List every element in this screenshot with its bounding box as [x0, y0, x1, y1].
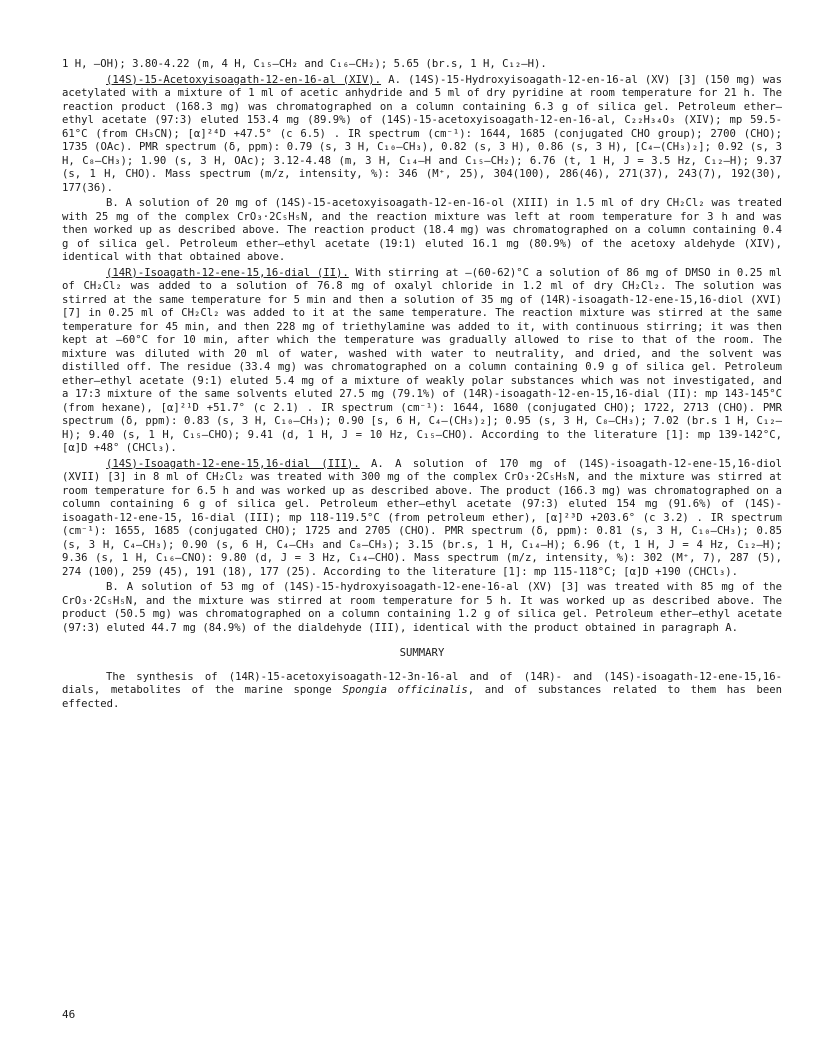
section-heading: (14S)-15-Acetoxyisoagath-12-en-16-al (XIV).	[106, 73, 382, 86]
paragraph-text: 1 H, —OH); 3.80-4.22 (m, 4 H, C₁₅—CH₂ and C₁₆—CH₂); 5.65 (br.s, 1 H, C₁₂—H).	[62, 58, 547, 70]
paragraph-pmr-continuation	[62, 58, 782, 72]
summary-text-before: The synthesis of (14R)-15-acetoxyisoagath-12-3n-16-al and of (14R)- and (14S)-isoagath-12-ene-15,16-dials, metabolites of the marine sponge	[62, 670, 782, 696]
paragraph-text: B. A solution of 20 mg of (14S)-15-acetoxyisoagath-12-en-16-ol (XIII) in 1.5 ml of dry CH₂Cl₂ was treated with 25 mg of the complex CrO₃·2C₅H₅N, and the reaction mixture was left at room temperature for 3 h and was then worked up as described above. The reaction product (18.4 mg) was chromatographed on a column containing 0.4 g of silica gel. Petroleum ether—ethyl acetate (19:1) eluted 16.1 mg (80.9%) of the acetoxy aldehyde (XIV), identical with that obtained above.	[62, 197, 782, 263]
section-heading: (14R)-Isoagath-12-ene-15,16-dial (II).	[106, 266, 349, 279]
paragraph-method-b-xiv	[62, 197, 782, 265]
summary-title: SUMMARY	[399, 647, 445, 659]
paragraph-dial-iii	[62, 458, 782, 580]
section-heading: (14S)-Isoagath-12-ene-15,16-dial (III).	[106, 457, 360, 470]
paragraph-acetoxy-aldehyde-xiv	[62, 74, 782, 196]
species-name: Spongia officinalis	[342, 684, 468, 696]
paragraph-dial-ii	[62, 267, 782, 456]
page-body	[62, 58, 782, 713]
page-number: 46	[62, 1008, 76, 1021]
paragraph-method-b-iii	[62, 581, 782, 635]
paragraph-text: A. A solution of 170 mg of (14S)-isoagath-12-ene-15,16-diol (XVII) [3] in 8 ml of CH₂Cl₂ was treated with 300 mg of the complex CrO₃·2C₅H₅N, and the mixture was stirred at room temperature for 6.5 h and was worked up as described above. The product (166.3 mg) was chromatographed on a column containing 6 g of silica gel. Petroleum ether—ethyl acetate (97:3) eluted 154 mg (91.6%) of (14S)-isoagath-12-ene-15, 16-dial (III); mp 118-119.5°C (from petroleum ether), [α]²³D +203.6° (c 3.2) . IR spectrum (cm⁻¹): 1655, 1685 (conjugated CHO); 1725 and 2705 (CHO). PMR spectrum (δ, ppm): 0.81 (s, 3 H, C₁₀—CH₃); 0.85 (s, 3 H, C₄—CH₃); 0.90 (s, 6 H, C₄—CH₃ and C₈—CH₃); 3.15 (br.s, 1 H, C₁₄—H); 6.96 (t, 1 H, J = 4 Hz, C₁₂—H); 9.36 (s, 1 H, C₁₆—CNO): 9.80 (d, J = 3 Hz, C₁₄—CHO). Mass spectrum (m/z, intensity, %): 302 (M⁺, 7), 287 (5), 274 (100), 259 (45), 191 (18), 177 (25). According to the literature [1]: mp 115-118°C; [α]D +190 (CHCl₃).	[62, 457, 782, 578]
paragraph-text: A. (14S)-15-Hydroxyisoagath-12-en-16-al (XV) [3] (150 mg) was acetylated with a mixture of 1 ml of acetic anhydride and 5 ml of dry pyridine at room temperature for 21 h. The reaction product (168.3 mg) was chromatographed on a column containing 6.3 g of silica gel. Petroleum ether—ethyl acetate (97:3) eluted 153.4 mg (89.9%) of (14S)-15-acetoxyisoagath-12-en-16-al, C₂₂H₃₄O₃ (XIV); mp 59.5-61°C (from CH₃CN); [α]²⁴D +47.5° (c 6.5) . IR spectrum (cm⁻¹): 1644, 1685 (conjugated CHO group); 2700 (CHO); 1735 (OAc). PMR spectrum (δ, ppm): 0.79 (s, 3 H, C₁₀—CH₃), 0.82 (s, 3 H), 0.86 (s, 3 H), [C₄—(CH₃)₂]; 0.92 (s, 3 H, C₈—CH₃); 1.90 (s, 3 H, OAc); 3.12-4.48 (m, 3 H, C₁₄—H and C₁₅—CH₂); 6.76 (t, 1 H, J = 3.5 Hz, C₁₂—H); 9.37 (s, 1 H, CHO). Mass spectrum (m/z, intensity, %): 346 (M⁺, 25), 304(100), 286(46), 271(37), 243(7), 192(30), 177(36).	[62, 73, 782, 194]
summary-text-after: , and of substances related to them has been effected.	[62, 684, 782, 710]
paragraph-text: B. A solution of 53 mg of (14S)-15-hydroxyisoagath-12-ene-16-al (XV) [3] was treated with 85 mg of the CrO₃·2C₅H₅N, and the mixture was stirred at room temperature for 5 h. It was worked up as described above. The product (50.5 mg) was chromatographed on a column containing 1.2 g of silica gel. Petroleum ether—ethyl acetate (97:3) eluted 44.7 mg (84.9%) of the dialdehyde (III), identical with the product obtained in paragraph A.	[62, 581, 782, 634]
paragraph-text: With stirring at —(60-62)°C a solution of 86 mg of DMSO in 0.25 ml of CH₂Cl₂ was added to a solution of 76.8 mg of oxalyl chloride in 1.2 ml of dry CH₂Cl₂. The solution was stirred at the same temperature for 5 min and then a solution of 35 mg of (14R)-isoagath-12-ene-15,16-diol (XVI) [7] in 0.25 ml of CH₂Cl₂ was added to it at the same temperature. The reaction mixture was stirred at the same temperature for 45 min, and then 228 mg of triethylamine was added to it, with continuous stirring; it was then kept at —60°C for 10 min, after which the temperature was gradually allowed to rise to that of the room. The mixture was diluted with 20 ml of water, washed with water to neutrality, and dried, and the solvent was distilled off. The residue (33.4 mg) was chromatographed on a column containing 0.9 g of silica gel. Petroleum ether—ethyl acetate (9:1) eluted 5.4 mg of a mixture of weakly polar substances which was not investigated, and a 17:3 mixture of the same solvents eluted 27.5 mg (79.1%) of (14R)-isoagath-12-en-15,16-dial (II): mp 143-145°C (from hexane), [α]²¹D +51.7° (c 2.1) . IR spectrum (cm⁻¹): 1644, 1680 (conjugated CHO); 1722, 2713 (CHO). PMR spectrum (δ, ppm): 0.83 (s, 3 H, C₁₀—CH₃); 0.90 [s, 6 H, C₄—(CH₃)₂]; 0.95 (s, 3 H, C₈—CH₃); 7.02 (br.s 1 H, C₁₂—H); 9.40 (s, 1 H, C₁₅—CHO); 9.41 (d, 1 H, J = 10 Hz, C₁₅—CHO). According to the literature [1]: mp 139-142°C, [α]D +48° (CHCl₃).	[62, 266, 782, 454]
summary-paragraph	[62, 671, 782, 712]
